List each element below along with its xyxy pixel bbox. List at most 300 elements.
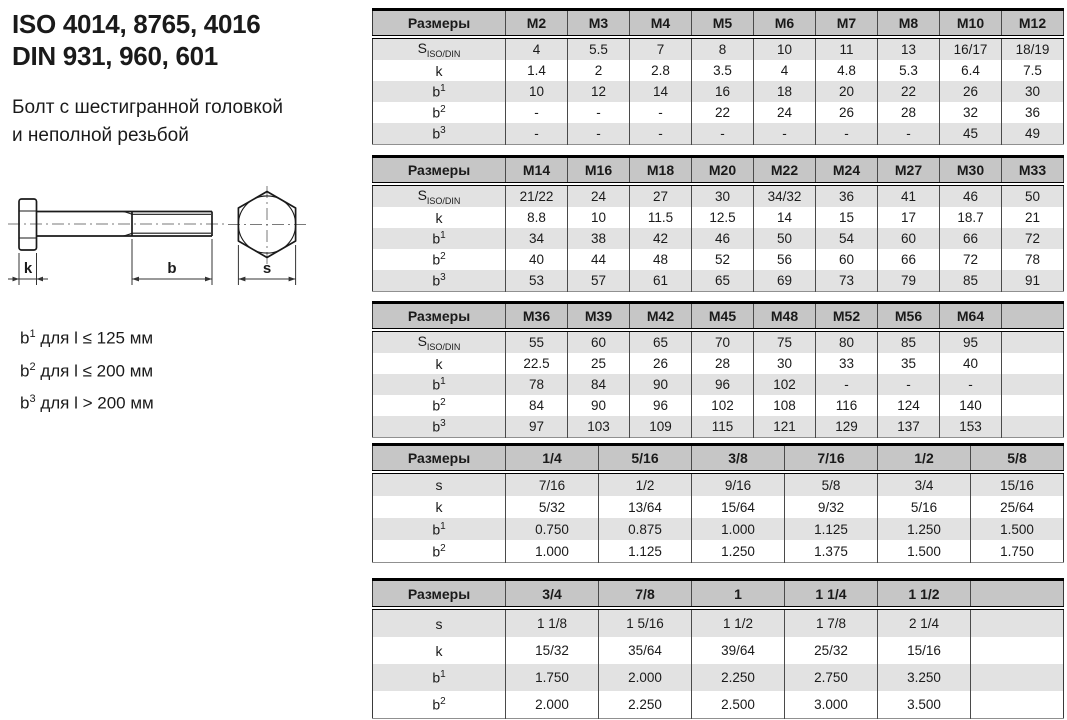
size-column-header: M18: [630, 157, 692, 185]
size-column-header: M5: [692, 10, 754, 38]
dimension-row-label: $b^2$: [432, 251, 446, 268]
empty-value-cell: [1002, 416, 1064, 438]
dimension-value-cell: 46: [940, 184, 1002, 207]
dimension-value-cell: 4: [506, 37, 568, 60]
dimension-value-cell: 1.750: [506, 664, 599, 691]
dimension-value-cell: 1.4: [506, 60, 568, 81]
dimension-value-cell: 79: [878, 270, 940, 292]
dimension-value-cell: 1.500: [971, 518, 1064, 540]
size-column-header: M36: [506, 303, 568, 331]
dimension-value-cell: 1/2: [599, 472, 692, 496]
dimension-value-cell: 96: [692, 374, 754, 395]
dimension-value-cell: -: [878, 374, 940, 395]
dimension-value-cell: 14: [630, 81, 692, 102]
dimension-value-cell: 10: [754, 37, 816, 60]
dimension-value-cell: 16: [692, 81, 754, 102]
dimension-value-cell: 1.125: [785, 518, 878, 540]
dimension-value-cell: 13/64: [599, 496, 692, 518]
size-column-header: 3/8: [692, 445, 785, 473]
dimension-value-cell: 3.250: [878, 664, 971, 691]
dimension-row-label: $b^1$: [432, 230, 446, 247]
dimension-row: [373, 123, 1064, 145]
table-imperial-3-4-to-1-1-2: [372, 578, 1063, 719]
dimension-row-label: $b^1$: [432, 520, 446, 538]
size-column-header: M14: [506, 157, 568, 185]
dimension-row-label: $b^3$: [432, 125, 446, 142]
dimension-value-cell: 65: [692, 270, 754, 292]
sizes-header-cell: Размеры: [373, 10, 506, 38]
dimension-row: [373, 664, 1064, 691]
dimension-value-cell: -: [940, 374, 1002, 395]
dimension-value-cell: 36: [1002, 102, 1064, 123]
footnote: $b^3$ для l > 200 мм: [20, 393, 154, 413]
dimension-row-label: $b^3$: [432, 272, 446, 289]
dimension-s-label: s: [262, 260, 272, 277]
dimension-row: [373, 518, 1064, 540]
dimension-s: [238, 245, 295, 285]
dimension-value-cell: 53: [506, 270, 568, 292]
dimension-value-cell: 21/22: [506, 184, 568, 207]
size-column-header: M45: [692, 303, 754, 331]
size-column-header: M52: [816, 303, 878, 331]
size-column-header: M12: [1002, 10, 1064, 38]
dimension-value-cell: 1.125: [599, 540, 692, 563]
dimension-value-cell: 15/16: [878, 637, 971, 664]
dimension-value-cell: 69: [754, 270, 816, 292]
size-column-header: M8: [878, 10, 940, 38]
dimension-value-cell: 22.5: [506, 353, 568, 374]
dimension-row-label: k: [435, 355, 443, 372]
dimension-value-cell: 57: [568, 270, 630, 292]
dimension-value-cell: 46: [692, 228, 754, 249]
dimension-value-cell: -: [568, 123, 630, 145]
page-title: [12, 8, 260, 72]
table-imperial-1-4-to-5-8: [372, 443, 1063, 563]
dimension-value-cell: 30: [692, 184, 754, 207]
dimension-value-cell: 129: [816, 416, 878, 438]
dimension-value-cell: 25: [568, 353, 630, 374]
table-metric-m2-m12: [372, 8, 1063, 145]
dimension-value-cell: 30: [1002, 81, 1064, 102]
dimension-value-cell: 54: [816, 228, 878, 249]
dimension-value-cell: 36: [816, 184, 878, 207]
dimension-value-cell: 109: [630, 416, 692, 438]
dimension-value-cell: 32: [940, 102, 1002, 123]
dimension-value-cell: -: [878, 123, 940, 145]
dimension-row-label: s: [435, 477, 443, 493]
dimension-value-cell: 3.500: [878, 691, 971, 719]
size-column-header: M6: [754, 10, 816, 38]
dimension-value-cell: 103: [568, 416, 630, 438]
empty-value-cell: [1002, 374, 1064, 395]
dimension-row-label: k: [435, 209, 443, 226]
dimension-value-cell: 5/32: [506, 496, 599, 518]
dimension-value-cell: 108: [754, 395, 816, 416]
dimension-value-cell: 15/16: [971, 472, 1064, 496]
dimension-row-label: $S_{ISO/DIN}$: [417, 333, 461, 352]
dimension-row-label: k: [435, 642, 443, 659]
dimension-row: [373, 228, 1064, 249]
dimension-row-label: $b^2$: [432, 397, 446, 414]
dimension-row: [373, 102, 1064, 123]
dimension-value-cell: 2.250: [692, 664, 785, 691]
dimension-value-cell: 8.8: [506, 207, 568, 228]
dimension-value-cell: 42: [630, 228, 692, 249]
dimension-value-cell: 66: [940, 228, 1002, 249]
dimension-value-cell: 1.000: [506, 540, 599, 563]
size-column-header: M48: [754, 303, 816, 331]
dimension-row: [373, 37, 1064, 60]
dimension-row-label: $b^2$: [432, 542, 446, 560]
empty-value-cell: [971, 691, 1064, 719]
dimension-value-cell: 1 5/16: [599, 608, 692, 637]
dimension-value-cell: 2.000: [599, 664, 692, 691]
dimension-value-cell: 15/64: [692, 496, 785, 518]
empty-value-cell: [971, 608, 1064, 637]
dimension-row: [373, 691, 1064, 719]
dimension-value-cell: 5.3: [878, 60, 940, 81]
dimension-value-cell: 85: [940, 270, 1002, 292]
size-column-header: M33: [1002, 157, 1064, 185]
size-column-header: 5/8: [971, 445, 1064, 473]
dimension-value-cell: 1.250: [878, 518, 971, 540]
dimension-value-cell: 60: [816, 249, 878, 270]
spec-table: [372, 578, 1064, 719]
dimension-value-cell: -: [816, 123, 878, 145]
dimension-value-cell: 39/64: [692, 637, 785, 664]
dimension-value-cell: 22: [878, 81, 940, 102]
sizes-header-cell: Размеры: [373, 445, 506, 473]
subtitle-line-2: и неполной резьбой: [12, 125, 189, 146]
dimension-value-cell: 12: [568, 81, 630, 102]
dimension-value-cell: 25/32: [785, 637, 878, 664]
dimension-value-cell: 25/64: [971, 496, 1064, 518]
size-column-header: 7/16: [785, 445, 878, 473]
dimension-value-cell: 55: [506, 330, 568, 353]
dimension-value-cell: 9/16: [692, 472, 785, 496]
dimension-value-cell: 102: [754, 374, 816, 395]
dimension-row: [373, 60, 1064, 81]
dimension-value-cell: 2.8: [630, 60, 692, 81]
dimension-row: [373, 608, 1064, 637]
sizes-header-cell: Размеры: [373, 157, 506, 185]
size-column-header: 5/16: [599, 445, 692, 473]
dimension-value-cell: 41: [878, 184, 940, 207]
dimension-row: [373, 374, 1064, 395]
size-column-header: M22: [754, 157, 816, 185]
title-iso-line: ISO 4014, 8765, 4016: [12, 9, 261, 39]
dimension-row-label: $b^3$: [432, 418, 446, 435]
dimension-value-cell: 6.4: [940, 60, 1002, 81]
dimension-value-cell: 5.5: [568, 37, 630, 60]
dimension-value-cell: 12.5: [692, 207, 754, 228]
dimension-value-cell: 50: [1002, 184, 1064, 207]
dimension-value-cell: 38: [568, 228, 630, 249]
table-header-row: [373, 157, 1064, 185]
dimension-row: [373, 249, 1064, 270]
spec-table: [372, 301, 1064, 438]
dimension-value-cell: 3.5: [692, 60, 754, 81]
empty-column-header: [971, 580, 1064, 609]
dimension-value-cell: 34: [506, 228, 568, 249]
dimension-value-cell: 4: [754, 60, 816, 81]
dimension-value-cell: 1.250: [692, 540, 785, 563]
dimension-value-cell: -: [630, 123, 692, 145]
dimension-value-cell: 9/32: [785, 496, 878, 518]
dimension-value-cell: 16/17: [940, 37, 1002, 60]
dimension-value-cell: 15: [816, 207, 878, 228]
empty-value-cell: [1002, 395, 1064, 416]
dimension-value-cell: 124: [878, 395, 940, 416]
dimension-value-cell: 3/4: [878, 472, 971, 496]
dimension-value-cell: 90: [568, 395, 630, 416]
dimension-value-cell: 44: [568, 249, 630, 270]
size-column-header: M2: [506, 10, 568, 38]
dimension-value-cell: 2: [568, 60, 630, 81]
size-column-header: M16: [568, 157, 630, 185]
empty-column-header: [1002, 303, 1064, 331]
dimension-value-cell: -: [506, 123, 568, 145]
size-column-header: M39: [568, 303, 630, 331]
dimension-value-cell: 90: [630, 374, 692, 395]
dimension-row: [373, 637, 1064, 664]
dimension-k-label: k: [23, 260, 33, 277]
dimension-value-cell: 1 1/2: [692, 608, 785, 637]
table-header-row: [373, 303, 1064, 331]
table-header-row: [373, 445, 1064, 473]
dimension-value-cell: 1.500: [878, 540, 971, 563]
size-column-header: M20: [692, 157, 754, 185]
dimension-value-cell: 153: [940, 416, 1002, 438]
dimension-value-cell: 1.000: [692, 518, 785, 540]
dimension-value-cell: -: [754, 123, 816, 145]
dimension-value-cell: 34/32: [754, 184, 816, 207]
dimension-value-cell: 17: [878, 207, 940, 228]
dimension-value-cell: 1.750: [971, 540, 1064, 563]
dimension-row: [373, 81, 1064, 102]
table-header-row: [373, 10, 1064, 38]
dimension-value-cell: 2 1/4: [878, 608, 971, 637]
dimension-value-cell: 140: [940, 395, 1002, 416]
dimension-value-cell: 61: [630, 270, 692, 292]
size-column-header: M10: [940, 10, 1002, 38]
dimension-value-cell: 26: [940, 81, 1002, 102]
dimension-value-cell: 2.250: [599, 691, 692, 719]
dimension-value-cell: 18/19: [1002, 37, 1064, 60]
dimension-value-cell: -: [816, 374, 878, 395]
dimension-row-label: $S_{ISO/DIN}$: [417, 40, 461, 59]
dimension-value-cell: 65: [630, 330, 692, 353]
footnote: $b^1$ для l ≤ 125 мм: [20, 328, 154, 348]
size-column-header: M64: [940, 303, 1002, 331]
dimension-row-label: $b^1$: [432, 376, 446, 393]
dimension-value-cell: 5/8: [785, 472, 878, 496]
dimension-b: [132, 239, 212, 285]
dimension-value-cell: 10: [506, 81, 568, 102]
dimension-value-cell: 80: [816, 330, 878, 353]
dimension-value-cell: 8: [692, 37, 754, 60]
dimension-value-cell: 33: [816, 353, 878, 374]
dimension-value-cell: 7/16: [506, 472, 599, 496]
size-column-header: M24: [816, 157, 878, 185]
dimension-row-label: $b^1$: [432, 83, 446, 100]
dimension-value-cell: 60: [878, 228, 940, 249]
dimension-value-cell: -: [692, 123, 754, 145]
dimension-value-cell: 40: [940, 353, 1002, 374]
dimension-k: [8, 253, 48, 285]
dimension-value-cell: 0.875: [599, 518, 692, 540]
dimension-value-cell: 102: [692, 395, 754, 416]
dimension-row-label: k: [435, 499, 443, 515]
dimension-value-cell: 10: [568, 207, 630, 228]
title-din-line: DIN 931, 960, 601: [12, 41, 218, 71]
dimension-value-cell: 35: [878, 353, 940, 374]
dimension-value-cell: 1 1/8: [506, 608, 599, 637]
dimension-value-cell: 95: [940, 330, 1002, 353]
dimension-value-cell: 27: [630, 184, 692, 207]
dimension-value-cell: -: [568, 102, 630, 123]
size-column-header: 1/4: [506, 445, 599, 473]
footnotes: [20, 320, 154, 418]
dimension-value-cell: 21: [1002, 207, 1064, 228]
dimension-value-cell: 18.7: [940, 207, 1002, 228]
dimension-value-cell: 15/32: [506, 637, 599, 664]
dimension-value-cell: 35/64: [599, 637, 692, 664]
dimension-row-label: $S_{ISO/DIN}$: [417, 187, 461, 206]
dimension-row: [373, 330, 1064, 353]
sizes-header-cell: Размеры: [373, 303, 506, 331]
size-column-header: M3: [568, 10, 630, 38]
empty-value-cell: [1002, 330, 1064, 353]
dimension-value-cell: 24: [754, 102, 816, 123]
dimension-value-cell: 121: [754, 416, 816, 438]
dimension-value-cell: 26: [816, 102, 878, 123]
size-column-header: M4: [630, 10, 692, 38]
spec-table: [372, 443, 1064, 563]
dimension-value-cell: 7.5: [1002, 60, 1064, 81]
dimension-value-cell: 0.750: [506, 518, 599, 540]
empty-value-cell: [1002, 353, 1064, 374]
dimension-value-cell: 84: [568, 374, 630, 395]
dimension-value-cell: 66: [878, 249, 940, 270]
dimension-value-cell: 52: [692, 249, 754, 270]
page-subtitle: [12, 94, 283, 150]
dimension-value-cell: 11.5: [630, 207, 692, 228]
dimension-row: [373, 416, 1064, 438]
dimension-value-cell: 70: [692, 330, 754, 353]
dimension-row: [373, 540, 1064, 563]
footnote: $b^2$ для l ≤ 200 мм: [20, 360, 154, 381]
dimension-value-cell: -: [506, 102, 568, 123]
dimension-value-cell: 56: [754, 249, 816, 270]
empty-value-cell: [971, 664, 1064, 691]
dimension-value-cell: 28: [692, 353, 754, 374]
subtitle-line-1: Болт с шестигранной головкой: [12, 97, 283, 118]
dimension-value-cell: 4.8: [816, 60, 878, 81]
dimension-value-cell: 49: [1002, 123, 1064, 145]
dimension-value-cell: 73: [816, 270, 878, 292]
size-column-header: M30: [940, 157, 1002, 185]
dimension-row-label: $b^1$: [432, 669, 446, 686]
dimension-value-cell: 50: [754, 228, 816, 249]
dimension-value-cell: 60: [568, 330, 630, 353]
dimension-value-cell: 115: [692, 416, 754, 438]
dimension-row-label: s: [435, 615, 443, 632]
dimension-row-label: k: [435, 62, 443, 79]
dimension-value-cell: 72: [1002, 228, 1064, 249]
dimension-value-cell: 20: [816, 81, 878, 102]
dimension-value-cell: 45: [940, 123, 1002, 145]
table-metric-m36-m64: [372, 301, 1063, 438]
dimension-value-cell: 91: [1002, 270, 1064, 292]
dimension-row: [373, 472, 1064, 496]
spec-table: [372, 8, 1064, 145]
dimension-b-label: b: [167, 260, 177, 277]
dimension-value-cell: -: [630, 102, 692, 123]
dimension-value-cell: 2.750: [785, 664, 878, 691]
empty-value-cell: [971, 637, 1064, 664]
size-column-header: M27: [878, 157, 940, 185]
dimension-row: [373, 496, 1064, 518]
dimension-value-cell: 2.500: [692, 691, 785, 719]
dimension-value-cell: 137: [878, 416, 940, 438]
size-column-header: M56: [878, 303, 940, 331]
dimension-value-cell: 40: [506, 249, 568, 270]
dimension-value-cell: 84: [506, 395, 568, 416]
size-column-header: 1 1/4: [785, 580, 878, 609]
dimension-value-cell: 13: [878, 37, 940, 60]
dimension-value-cell: 85: [878, 330, 940, 353]
dimension-value-cell: 78: [506, 374, 568, 395]
dimension-value-cell: 48: [630, 249, 692, 270]
spec-table: [372, 155, 1064, 292]
size-column-header: M7: [816, 10, 878, 38]
dimension-value-cell: 116: [816, 395, 878, 416]
bolt-technical-drawing: [5, 183, 365, 321]
dimension-value-cell: 5/16: [878, 496, 971, 518]
dimension-value-cell: 24: [568, 184, 630, 207]
dimension-row: [373, 353, 1064, 374]
dimension-value-cell: 28: [878, 102, 940, 123]
dimension-value-cell: 7: [630, 37, 692, 60]
dimension-value-cell: 72: [940, 249, 1002, 270]
dimension-value-cell: 96: [630, 395, 692, 416]
dimension-value-cell: 3.000: [785, 691, 878, 719]
size-column-header: M42: [630, 303, 692, 331]
dimension-value-cell: 1.375: [785, 540, 878, 563]
dimension-row: [373, 395, 1064, 416]
dimension-row: [373, 184, 1064, 207]
size-column-header: 1/2: [878, 445, 971, 473]
dimension-row-label: $b^2$: [432, 104, 446, 121]
bolt-head-end-view: [228, 186, 306, 264]
size-column-header: 1: [692, 580, 785, 609]
dimension-value-cell: 75: [754, 330, 816, 353]
table-header-row: [373, 580, 1064, 609]
dimension-value-cell: 11: [816, 37, 878, 60]
dimension-value-cell: 97: [506, 416, 568, 438]
dimension-value-cell: 18: [754, 81, 816, 102]
sizes-header-cell: Размеры: [373, 580, 506, 609]
dimension-value-cell: 1 7/8: [785, 608, 878, 637]
dimension-row-label: $b^2$: [432, 696, 446, 713]
size-column-header: 7/8: [599, 580, 692, 609]
dimension-value-cell: 30: [754, 353, 816, 374]
dimension-value-cell: 78: [1002, 249, 1064, 270]
dimension-row: [373, 207, 1064, 228]
dimension-value-cell: 14: [754, 207, 816, 228]
dimension-value-cell: 26: [630, 353, 692, 374]
